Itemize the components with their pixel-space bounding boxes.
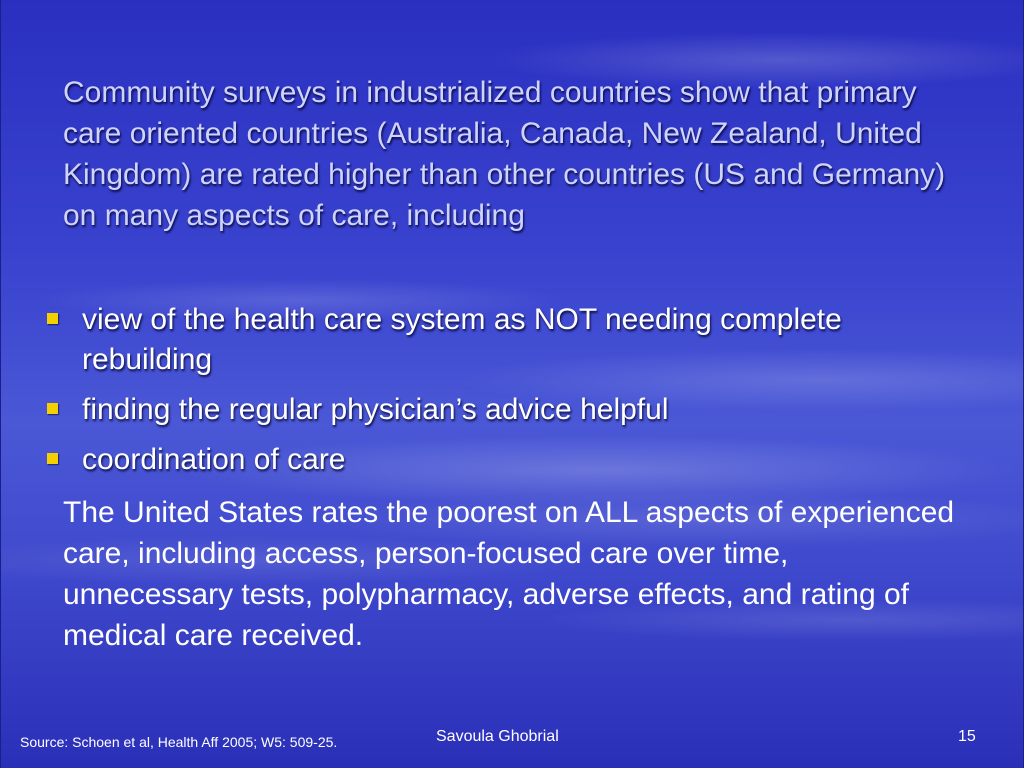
square-bullet-icon [47,453,58,464]
bullet-text: coordination of care [82,443,346,476]
bullet-text: view of the health care system as NOT needing complete rebuilding [82,303,842,376]
footer-source: Source: Schoen et al, Health Aff 2005; W5: 509-25. [20,734,338,750]
intro-paragraph: Community surveys in industrialized countries show that primary care oriented countries (Australia, Canada, New Zealand, United Kingdom) are rated higher than other countries (US and Germany) on many aspects of care, including [63,76,946,232]
bullet-item-system-view [45,300,975,380]
page-number: 15 [958,728,976,745]
bullet-text: finding the regular physician’s advice helpful [82,393,669,426]
footer-author: Savoula Ghobrial [436,728,559,745]
square-bullet-icon [47,403,58,414]
summary-paragraph: The United States rates the poorest on ALL aspects of experienced care, including access, person-focused care over time, unnecessary tests, polypharmacy, adverse effects, and rating of medical care received. [63,496,955,652]
bullet-list [45,300,975,490]
bullet-item-coordination [45,440,975,480]
bullet-item-physician-advice [45,390,975,430]
square-bullet-icon [47,313,58,324]
